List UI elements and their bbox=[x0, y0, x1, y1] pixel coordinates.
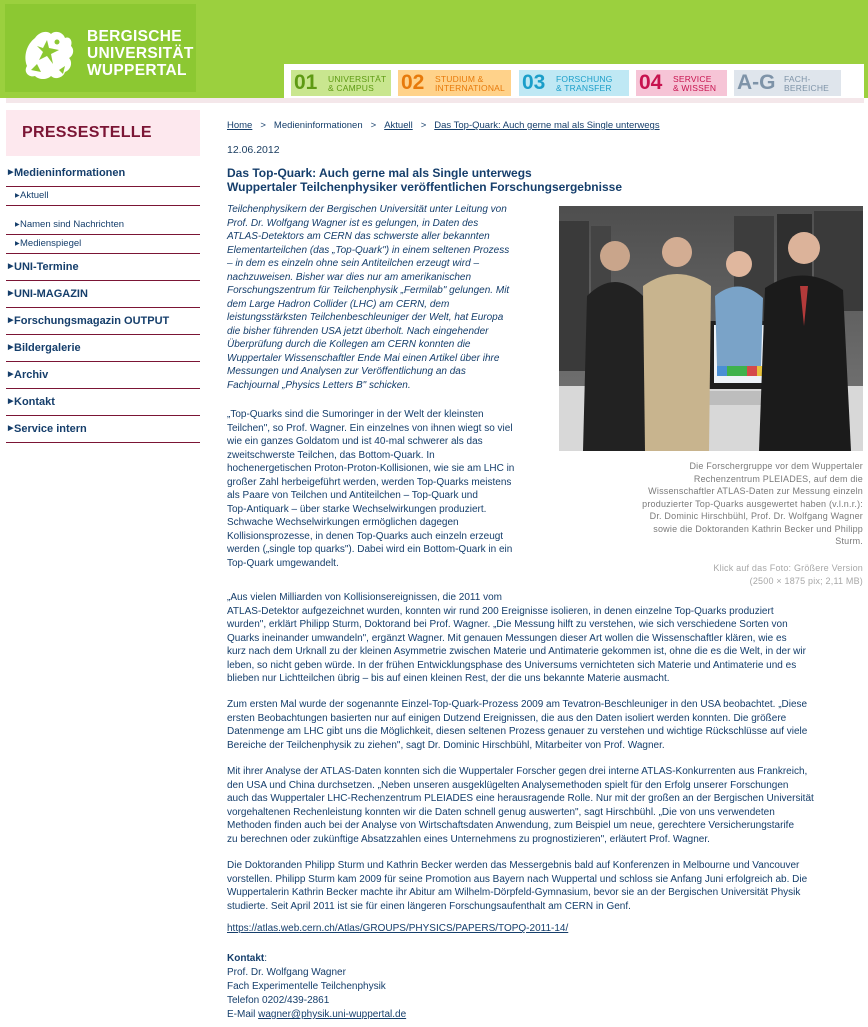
text-line: Schwache Wechselwirkungen ermöglichen dagegen bbox=[227, 517, 459, 528]
article-subtitle: Wuppertaler Teilchenphysiker veröffentlichen Forschungsergebnisse bbox=[227, 180, 622, 194]
text-line: Klick auf das Foto: Größere Version bbox=[713, 563, 863, 573]
breadcrumb-separator: > bbox=[420, 120, 427, 131]
contact-line: Telefon 0202/439-2861 bbox=[227, 995, 330, 1006]
text-line: Fachjournal „Physics Letters B" schicken. bbox=[227, 379, 411, 391]
text-line: vorstellen. Philipp Sturm kam 2009 für seine Promotion aus Bayern nach Wuppertal und schloss sie Anfang Juni erfolgreich ab. Die bbox=[227, 873, 808, 885]
text-line: sowie die Doktoranden Kathrin Becker und Philipp bbox=[653, 523, 863, 534]
text-line: zu berechnen oder zukünftige Absatzzahlen eines Unternehmens zu prognostizieren", erläutert Prof. Wagner. bbox=[227, 833, 710, 845]
sidebar-item-aktuell[interactable] bbox=[6, 187, 200, 206]
contact-line: Prof. Dr. Wolfgang Wagner bbox=[227, 967, 346, 978]
logo-text bbox=[87, 28, 194, 79]
lion-logo-icon bbox=[19, 26, 77, 82]
breadcrumb-separator: > bbox=[370, 120, 377, 131]
sidebar-item-label: Service intern bbox=[14, 423, 87, 435]
text-line: Die Doktoranden Philipp Sturm und Kathrin Becker werden das Messergebnis bald auf Konferenzen in Melbourne und Vancouver bbox=[227, 860, 800, 871]
contact-email-link[interactable]: wagner@physik.uni-wuppertal.de bbox=[258, 1009, 407, 1020]
text-line: Wuppertalerin Kathrin Becker machte ihr Abitur am Wilhelm-Dörpfeld-Gymnasium, bevor sie an der Bergischen Universität Physik bbox=[227, 887, 801, 898]
text-line: blieben nur Lichtteilchen übrig – bis auf einen kleinen Rest, der die uns bekannte Materie ausmacht. bbox=[227, 673, 670, 684]
sidebar-item-label: Archiv bbox=[14, 369, 49, 381]
logo-line: BERGISCHE bbox=[87, 28, 182, 45]
text-line: Die Forschergruppe vor dem Wuppertaler bbox=[689, 461, 863, 471]
text-line: zweitschwerste Teilchen, das Bottom-Quark. In bbox=[227, 449, 435, 461]
research-group-photo[interactable] bbox=[559, 206, 863, 451]
text-line: leistungsstärksten Teilchenbeschleuniger der Welt, hat Europa bbox=[227, 312, 504, 323]
text-line: Rechenzentrum PLEIADES, auf dem die bbox=[693, 473, 863, 484]
text-line: Forschungszentrum für Teilchenphysik „Fermilab" gelungen. Mit bbox=[227, 285, 510, 296]
text-line: „Top-Quarks sind die Sumoringer in der Welt der kleinsten bbox=[227, 409, 484, 420]
arrow-right-icon: ▶ bbox=[8, 371, 14, 378]
nav-fachbereiche[interactable] bbox=[734, 70, 841, 96]
breadcrumb-aktuell[interactable]: Aktuell bbox=[384, 120, 413, 131]
arrow-right-icon: ▶ bbox=[15, 193, 20, 199]
text-line: nachzuweisen. Bisher war dies nur am amerikanischen bbox=[227, 271, 472, 283]
text-line: dem Large Hadron Collider (LHC) am CERN, dem bbox=[227, 298, 450, 310]
nav-service-wissen[interactable] bbox=[636, 70, 727, 96]
nav-universitaet-campus[interactable] bbox=[291, 70, 391, 96]
arrow-right-icon: ▶ bbox=[8, 425, 14, 432]
contact-block: Kontakt: Prof. Dr. Wolfgang Wagner Fach Experimentelle Teilchenphysik Telefon 0202/439-2861 E-Mail wagner@physik.uni-wuppertal.de bbox=[227, 953, 407, 1020]
article-paragraph bbox=[227, 859, 863, 913]
text-line: den USA und China durchsetzen. „Neben unseren ausgeklügelten Analysemethoden spielt für den Erfolg unserer Forschungen bbox=[227, 779, 789, 791]
text-line: hochenergetischen Proton-Proton-Kollisionen, wie sie am LHC in bbox=[227, 463, 515, 474]
arrow-right-icon: ▶ bbox=[8, 290, 14, 297]
article-date: 12.06.2012 bbox=[227, 144, 280, 156]
text-line: ersten Beobachtungen basierten nur auf einigen Dutzend Ereignissen, die aus den Daten isoliert werden konnten. Die größere bbox=[227, 712, 787, 724]
sidebar-item-kontakt[interactable] bbox=[6, 389, 200, 416]
sidebar-item-label: UNI-Termine bbox=[14, 261, 79, 273]
sidebar-item-label: Kontakt bbox=[14, 396, 55, 408]
text-line: auch das Wuppertaler LHC-Rechenzentrum PLEIADES eine herausragende Rolle. Nur mit der großen an der Bergischen Universität bbox=[227, 793, 814, 804]
text-line: Top-Antiquark – über starke Wechselwirkungen produziert. bbox=[227, 503, 487, 515]
text-line: produzierter Top-Quarks ausgewertet haben (v.l.n.r.): bbox=[642, 498, 863, 509]
text-line: vorgehaltenen Rechenleistung konnten wir die Daten schnell genug auswerten", sagt Hirschbühl. „Die von uns verwendeten bbox=[227, 806, 775, 818]
university-logo[interactable] bbox=[5, 4, 196, 92]
contact-line: Fach Experimentelle Teilchenphysik bbox=[227, 981, 386, 992]
article-paragraph bbox=[227, 698, 863, 752]
nav-studium-international[interactable] bbox=[398, 70, 511, 96]
text-line: Top-Quark umgewandelt. bbox=[227, 557, 339, 569]
arrow-right-icon: ▶ bbox=[15, 241, 20, 247]
nav-number: 04 bbox=[639, 71, 663, 94]
text-line: Teilchen", so Prof. Wagner. Ein einzelnes von ihnen wiegt so viel bbox=[227, 422, 513, 434]
article-paragraph bbox=[227, 591, 863, 686]
sidebar-item-forschungsmagazin[interactable] bbox=[6, 308, 200, 335]
photo-caption bbox=[559, 460, 863, 548]
sidebar-item-service-intern[interactable] bbox=[6, 416, 200, 443]
breadcrumb-home[interactable]: Home bbox=[227, 120, 253, 131]
text-line: Zum ersten Mal wurde der sogenannte Einzel-Top-Quark-Prozess 2009 am Tevatron-Beschleuniger in den USA beobachtet. „Diese bbox=[227, 699, 808, 710]
sidebar-item-medieninformationen[interactable] bbox=[6, 160, 200, 187]
text-line: kurz nach dem Urknall zu der kleinen Asymmetrie zwischen Materie und Antimaterie gekommen ist, ohne die es die Welt, in der wir bbox=[227, 646, 806, 657]
arrow-right-icon: ▶ bbox=[8, 263, 14, 270]
contact-email-label: E-Mail bbox=[227, 1009, 259, 1020]
nav-number: 02 bbox=[401, 71, 425, 94]
text-line: die bisher führenden USA jetzt überholt. Nach eingehender bbox=[227, 325, 489, 337]
sidebar-item-label: Forschungsmagazin OUTPUT bbox=[14, 315, 170, 327]
text-line: studierte. Seit April 2011 ist sie für einen längeren Forschungsaufenthalt am CERN in Genf. bbox=[227, 900, 631, 912]
breadcrumb-medieninformationen[interactable]: Medieninformationen bbox=[273, 120, 363, 131]
sidebar-item-label: Bildergalerie bbox=[14, 342, 81, 354]
sidebar-item-label: Medieninformationen bbox=[14, 167, 126, 179]
sidebar-item-medienspiegel[interactable] bbox=[6, 234, 200, 254]
sidebar-item-label: Aktuell bbox=[20, 190, 49, 201]
text-line: Methoden finden auch bei der Analyse von Wirtschaftsdaten Anwendung, zum Beispiel um neue, gerechtere Versicherungstarife bbox=[227, 820, 795, 831]
text-line: wurden", erklärt Philipp Sturm, Doktorand bei Prof. Wagner. „Die Messung hilft zu verstehen, wie sich verschiedene Sorten von bbox=[227, 619, 788, 630]
nav-label: SERVICE & WISSEN bbox=[673, 74, 717, 93]
sidebar-item-uni-termine[interactable] bbox=[6, 254, 200, 281]
text-line: Kollisionsprozesse, in denen Top-Quarks auch einzeln erzeugt bbox=[227, 530, 504, 542]
text-line: Quarks ineinander umwandeln", ergänzt Wagner. Mit genauen Messungen dieser Art wollen die Wissenschaftler klären, wie es bbox=[227, 632, 787, 644]
text-line: Dr. Dominic Hirschbühl, Prof. Dr. Wolfgang Wagner bbox=[649, 511, 863, 521]
text-line: Prof. Dr. Wolfgang Wagner ist es gelungen, in Daten des bbox=[227, 217, 479, 229]
text-line: Teilchenphysikern der Bergischen Universität unter Leitung von bbox=[227, 204, 507, 215]
article-title: Das Top-Quark: Auch gerne mal als Single unterwegs bbox=[227, 166, 532, 180]
text-line: Wuppertaler Wissenschaftler Ende Mai einen Artikel über ihre bbox=[227, 352, 500, 364]
text-line: werden („single top quarks"). Dabei wird ein Bottom-Quark in ein bbox=[227, 544, 513, 555]
text-line: ATLAS-Detektors am CERN das schwerste aller bekannten bbox=[227, 231, 490, 242]
sidebar-item-label: UNI-MAGAZIN bbox=[14, 288, 88, 300]
text-line: Überprüfung durch die Kollegen am CERN konnten die bbox=[227, 339, 471, 350]
arrow-right-icon: ▶ bbox=[8, 344, 14, 351]
text-line: Datenmenge am LHC gibt uns die Möglichkeit, diesen seltenen Prozess genauer zu verstehen und wichtige Rückschlüsse auf viele bbox=[227, 726, 808, 737]
spacer bbox=[6, 206, 200, 216]
sidebar bbox=[6, 110, 200, 443]
nav-label: FACH- BEREICHE bbox=[784, 74, 830, 93]
text-line: als Paare von Teilchen und Antiteilchen – Top-Quark und bbox=[227, 490, 478, 501]
text-line: Elementarteilchen (das „Top-Quark") in einem seltenen Prozess bbox=[227, 244, 510, 256]
text-line: Sturm. bbox=[835, 536, 863, 546]
article-paragraph bbox=[227, 408, 551, 570]
article-intro bbox=[227, 203, 551, 392]
nav-label: UNIVERSITÄT & CAMPUS bbox=[328, 74, 387, 93]
breadcrumb-separator: > bbox=[260, 120, 266, 131]
text-line: „Aus vielen Milliarden von Kollisionsereignissen, die 2011 vom bbox=[227, 592, 502, 603]
text-line: wie ein ganzes Goldatom und ist 40-mal schwerer als das bbox=[227, 436, 483, 447]
header bbox=[0, 0, 868, 98]
contact-title: Kontakt bbox=[227, 953, 265, 964]
arrow-right-icon: ▶ bbox=[8, 398, 14, 405]
sidebar-item-label: Medienspiegel bbox=[20, 238, 82, 249]
article-paragraph bbox=[227, 765, 863, 846]
text-line: ATLAS-Detektor aufgezeichnet wurden, konnten wir rund 200 Ereignisse isolieren, in denen einzelne Top-Quarks produziert bbox=[227, 605, 774, 617]
nav-number: 03 bbox=[522, 71, 546, 94]
nav-number: A-G bbox=[737, 71, 776, 94]
sidebar-item-archiv[interactable] bbox=[6, 362, 200, 389]
sidebar-title: PRESSESTELLE bbox=[6, 110, 200, 156]
text-line: Messungen und Analysen zur Veröffentlichung an das bbox=[227, 366, 466, 377]
logo-line: WUPPERTAL bbox=[87, 62, 187, 79]
nav-label: STUDIUM & INTERNATIONAL bbox=[435, 74, 505, 93]
sidebar-item-label: Namen sind Nachrichten bbox=[20, 219, 125, 230]
sidebar-item-uni-magazin[interactable] bbox=[6, 281, 200, 308]
photo-enlarge-hint[interactable] bbox=[559, 562, 863, 587]
text-line: Wissenschaftler ATLAS-Daten zur Messung einzeln bbox=[648, 486, 863, 496]
breadcrumb bbox=[227, 120, 660, 131]
text-line: – in dem es einzeln ohne sein Antiteilchen erzeugt wird – bbox=[227, 258, 480, 269]
divider bbox=[6, 98, 864, 103]
arrow-right-icon: ▶ bbox=[8, 317, 14, 324]
text-line: leben, so nicht geben würde. In der frühen Entwicklungsphase des Universums vernichteten sich Materie und Antimaterie und es bbox=[227, 659, 797, 671]
text-line: großer Zahl herbeigeführt werden, werden Top-Quarks meistens bbox=[227, 476, 512, 488]
text-line: (2500 × 1875 pix; 2,11 MB) bbox=[749, 575, 863, 586]
sidebar-item-namen-sind-nachrichten[interactable] bbox=[6, 216, 200, 234]
logo-line: UNIVERSITÄT bbox=[87, 45, 194, 62]
atlas-paper-link[interactable]: https://atlas.web.cern.ch/Atlas/GROUPS/PHYSICS/PAPERS/TOPQ-2011-14/ bbox=[227, 923, 569, 934]
breadcrumb-current[interactable]: Das Top-Quark: Auch gerne mal als Single unterwegs bbox=[434, 120, 660, 131]
arrow-right-icon: ▶ bbox=[15, 222, 20, 228]
nav-forschung-transfer[interactable] bbox=[519, 70, 629, 96]
photo-illustration bbox=[559, 206, 863, 451]
text-line: Bereiche der Teilchenphysik zu ziehen", sagt Dr. Dominic Hirschbühl, Mitarbeiter von Prof. Wagner. bbox=[227, 739, 665, 751]
text-line: Mit ihrer Analyse der ATLAS-Daten konnten sich die Wuppertaler Forscher gegen drei interne ATLAS-Konkurrenten aus Frankreich, bbox=[227, 766, 808, 777]
sidebar-item-bildergalerie[interactable] bbox=[6, 335, 200, 362]
nav-number: 01 bbox=[294, 71, 318, 94]
arrow-right-icon: ▶ bbox=[8, 169, 14, 176]
nav-label: FORSCHUNG & TRANSFER bbox=[556, 74, 613, 93]
